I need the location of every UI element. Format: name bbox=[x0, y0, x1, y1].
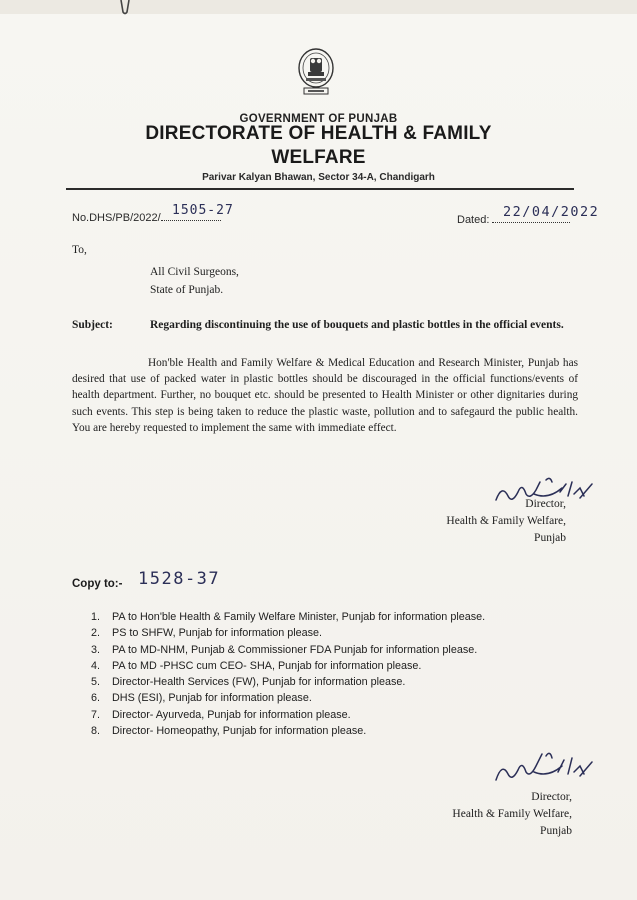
directorate-address: Parivar Kalyan Bhawan, Sector 34-A, Chandigarh bbox=[202, 172, 435, 183]
list-item: 1. PA to Hon'ble Health & Family Welfare Minister, Punjab for information please. bbox=[90, 611, 486, 623]
subject-text: Regarding discontinuing the use of bouquets and plastic bottles in the official events. bbox=[150, 319, 564, 331]
directorate-title-line1: DIRECTORATE OF HEALTH & FAMILY bbox=[145, 123, 492, 144]
signatory-title: Director, bbox=[531, 791, 572, 803]
addressee-line2: State of Punjab. bbox=[150, 284, 224, 296]
top-edge-shadow bbox=[0, 0, 637, 14]
addressee bbox=[150, 263, 239, 299]
signatory-department: Health & Family Welfare, bbox=[446, 515, 566, 527]
directorate-title-line2: WELFARE bbox=[271, 147, 366, 168]
signatory-title: Director, bbox=[525, 498, 566, 510]
handwritten-date: 22/04/2022 bbox=[503, 204, 600, 220]
pen-mark-icon bbox=[118, 0, 132, 16]
list-item: 8. Director- Homeopathy, Punjab for information please. bbox=[90, 725, 367, 738]
directorate-title bbox=[0, 122, 637, 170]
signature-block-1 bbox=[380, 496, 566, 547]
copy-recipient-list bbox=[72, 609, 485, 739]
handwritten-reference-number: 1505-27 bbox=[172, 203, 234, 218]
signatory-state: Punjab bbox=[534, 532, 566, 544]
signatory-department: Health & Family Welfare, bbox=[452, 808, 572, 820]
signatory-state: Punjab bbox=[540, 825, 572, 837]
copy-to-label: Copy to:- bbox=[72, 578, 123, 590]
reference-prefix: No.DHS/PB/2022/ bbox=[72, 212, 161, 224]
list-item: 6. DHS (ESI), Punjab for information please. bbox=[90, 692, 312, 705]
letter-body: Hon'ble Health and Family Welfare & Medical Education and Research Minister, Punjab has desired that use of packed water in plastic bottles should be discouraged in the official functions/events of health department. Further, no bouquet etc. should be presented to Health Minister or other dignitaries during such events. This step is being taken to reduce the plastic waste, pollution and to safegaurd the public health. You are hereby requested to implement the same with immediate effect. bbox=[72, 357, 578, 434]
list-item: 2. PS to SHFW, Punjab for information please. bbox=[90, 627, 323, 640]
list-item: 4. PA to MD -PHSC cum CEO- SHA, Punjab for information please. bbox=[90, 659, 422, 672]
government-name: GOVERNMENT OF PUNJAB bbox=[239, 113, 398, 125]
addressee-line1: All Civil Surgeons, bbox=[150, 266, 239, 278]
header-divider bbox=[66, 188, 574, 190]
list-item: 7. Director- Ayurveda, Punjab for information please. bbox=[90, 708, 351, 721]
list-item: 5. Director-Health Services (FW), Punjab for information please. bbox=[90, 676, 406, 689]
list-item: 3. PA to MD-NHM, Punjab & Commissioner FDA Punjab for information please. bbox=[90, 643, 478, 656]
subject-label: Subject: bbox=[72, 319, 113, 331]
to-label: To, bbox=[72, 244, 87, 256]
state-emblem-icon bbox=[294, 46, 338, 98]
dated-label: Dated: bbox=[457, 214, 490, 226]
handwritten-copy-number: 1528-37 bbox=[138, 569, 221, 589]
signature-block-2 bbox=[380, 789, 572, 840]
